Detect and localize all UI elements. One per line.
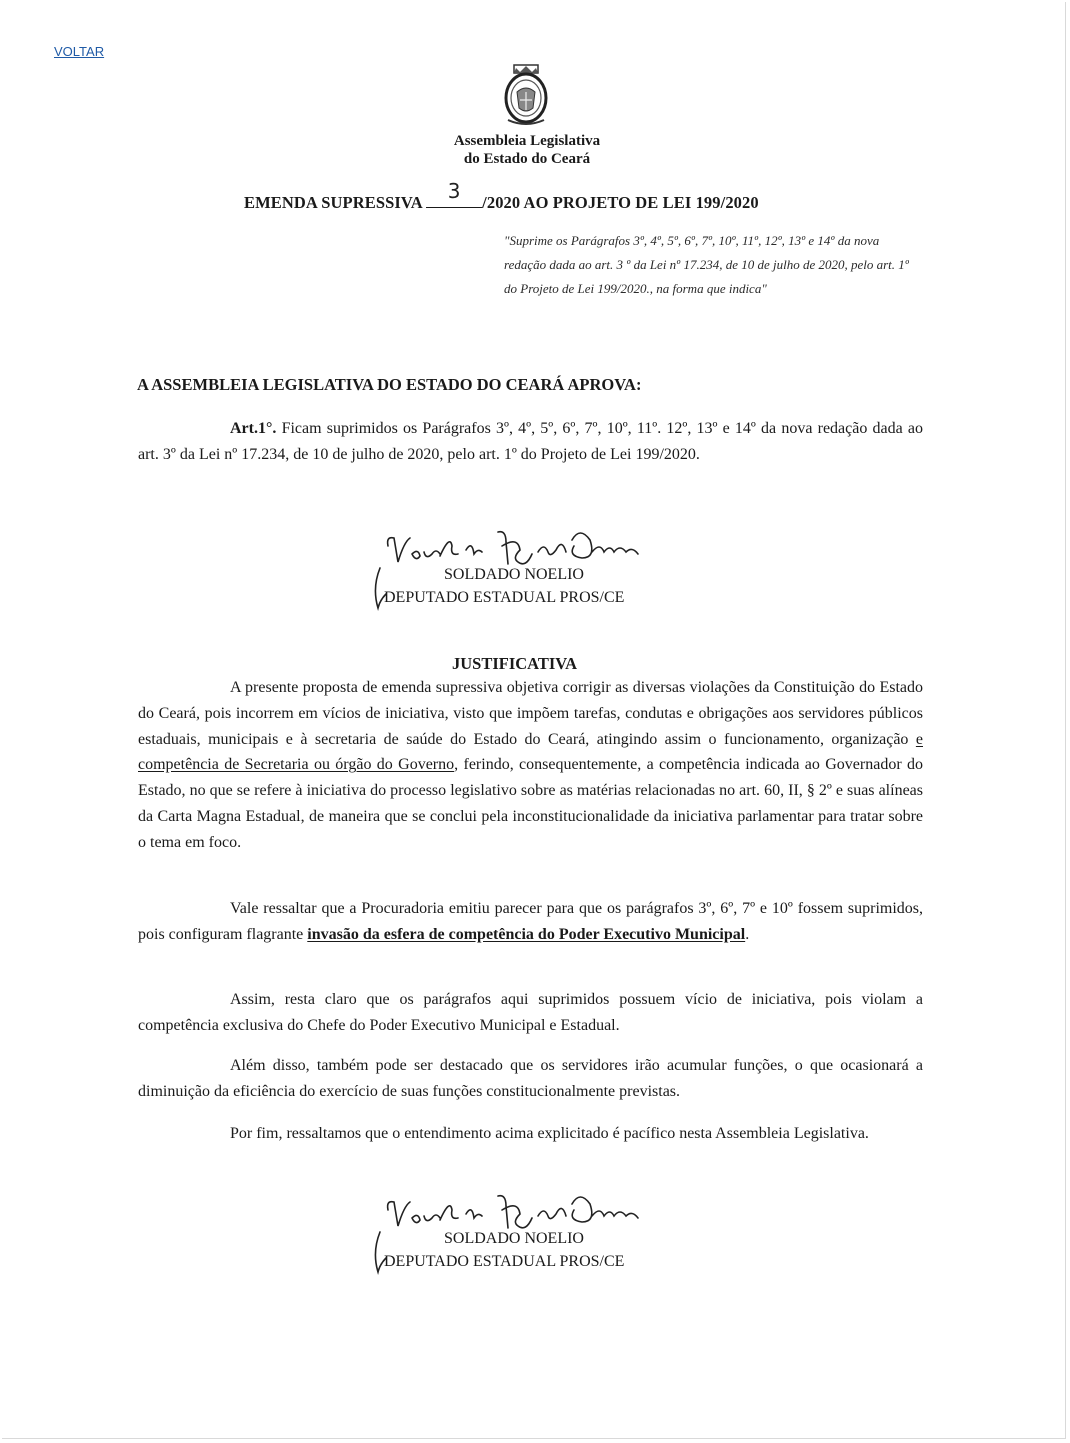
signature-block	[368, 1192, 688, 1282]
justification-p1-text-a: A presente proposta de emenda supressiva objetiva corrigir as diversas violações da Constituição do Estado do Ceará, pois incorrem em vícios de iniciativa, visto que impõem tarefas, condutas e obrigações aos servidores públicos estaduais, municipais e à secretaria de saúde do Estado do Ceará, atingindo assim o funcionamento, organização	[138, 679, 923, 748]
justification-p1-underlined: e competência de Secretaria ou órgão do Governo	[138, 730, 923, 774]
title-prefix: EMENDA SUPRESSIVA	[244, 193, 422, 212]
title-number-blank	[426, 179, 482, 208]
organization-name	[400, 132, 654, 168]
justification-p2-text-b: .	[745, 925, 750, 943]
title-number-handwritten: 3	[447, 179, 461, 203]
approval-heading: A ASSEMBLEIA LEGISLATIVA DO ESTADO DO CEARÁ APROVA:	[137, 375, 642, 394]
justification-paragraph-5: Por fim, ressaltamos que o entendimento acima explicitado é pacífico nesta Assembleia Legislativa.	[230, 1125, 869, 1142]
organization-line-1: Assembleia Legislativa	[453, 133, 601, 149]
justification-paragraph-4: Além disso, também pode ser destacado que os servidores irão acumular funções, o que ocasionará a diminuição da eficiência do exercício de suas funções constitucionalmente previstas.	[138, 1057, 923, 1100]
article-1-text: Ficam suprimidos os Parágrafos 3º, 4º, 5º, 6º, 7º, 10º, 11º. 12º, 13º e 14º da nova redação dada ao art. 3º da Lei nº 17.234, de 10 de julho de 2020, pelo art. 1º do Projeto de Lei 199/2020.	[138, 420, 923, 463]
state-seal-icon	[500, 64, 552, 130]
back-link[interactable]: VOLTAR	[54, 44, 105, 59]
justification-p2-underlined: invasão da esfera de competência do Poder Executivo Municipal	[307, 925, 746, 943]
document-title	[244, 179, 759, 213]
signer-name: SOLDADO NOELIO	[444, 566, 584, 583]
signer-role: DEPUTADO ESTADUAL PROS/CE	[384, 589, 625, 606]
justification-paragraph-1	[138, 675, 923, 856]
justification-p2-text-a: Vale ressaltar que a Procuradoria emitiu parecer para que os parágrafos 3º, 6º, 7º e 10º fossem suprimidos, pois configuram flagrante	[138, 900, 923, 943]
justification-heading: JUSTIFICATIVA	[452, 654, 578, 673]
ementa-summary: "Suprime os Parágrafos 3º, 4º, 5º, 6º, 7º, 10º, 11º, 12º, 13º e 14º da nova redação dada ao art. 3 º da Lei nº 17.234, de 10 de julho de 2020, pelo art. 1º do Projeto de Lei 199/2020., na forma que indica"	[504, 233, 909, 296]
signer-role: DEPUTADO ESTADUAL PROS/CE	[384, 1253, 625, 1270]
title-suffix: /2020 AO PROJETO DE LEI 199/2020	[482, 193, 759, 212]
justification-paragraph-3: Assim, resta claro que os parágrafos aqui suprimidos possuem vício de iniciativa, pois violam a competência exclusiva do Chefe do Poder Executivo Municipal e Estadual.	[138, 991, 923, 1034]
organization-line-2: do Estado do Ceará	[463, 151, 591, 167]
article-1	[138, 416, 923, 468]
justification-p1-text-b: , ferindo, consequentemente, a competência indicada ao Governador do Estado, no que se refere à iniciativa do processo legislativo sobre as matérias relacionadas no art. 60, II, § 2º e suas alíneas da Carta Magna Estadual, de maneira que se conclui pela inconstitucionalidade da iniciativa parlamentar para tratar sobre o tema em foco.	[138, 756, 923, 851]
justification-paragraph-2	[138, 896, 923, 948]
signer-name: SOLDADO NOELIO	[444, 1230, 584, 1247]
article-1-lead: Art.1°.	[230, 420, 277, 437]
signature-block	[368, 528, 688, 618]
